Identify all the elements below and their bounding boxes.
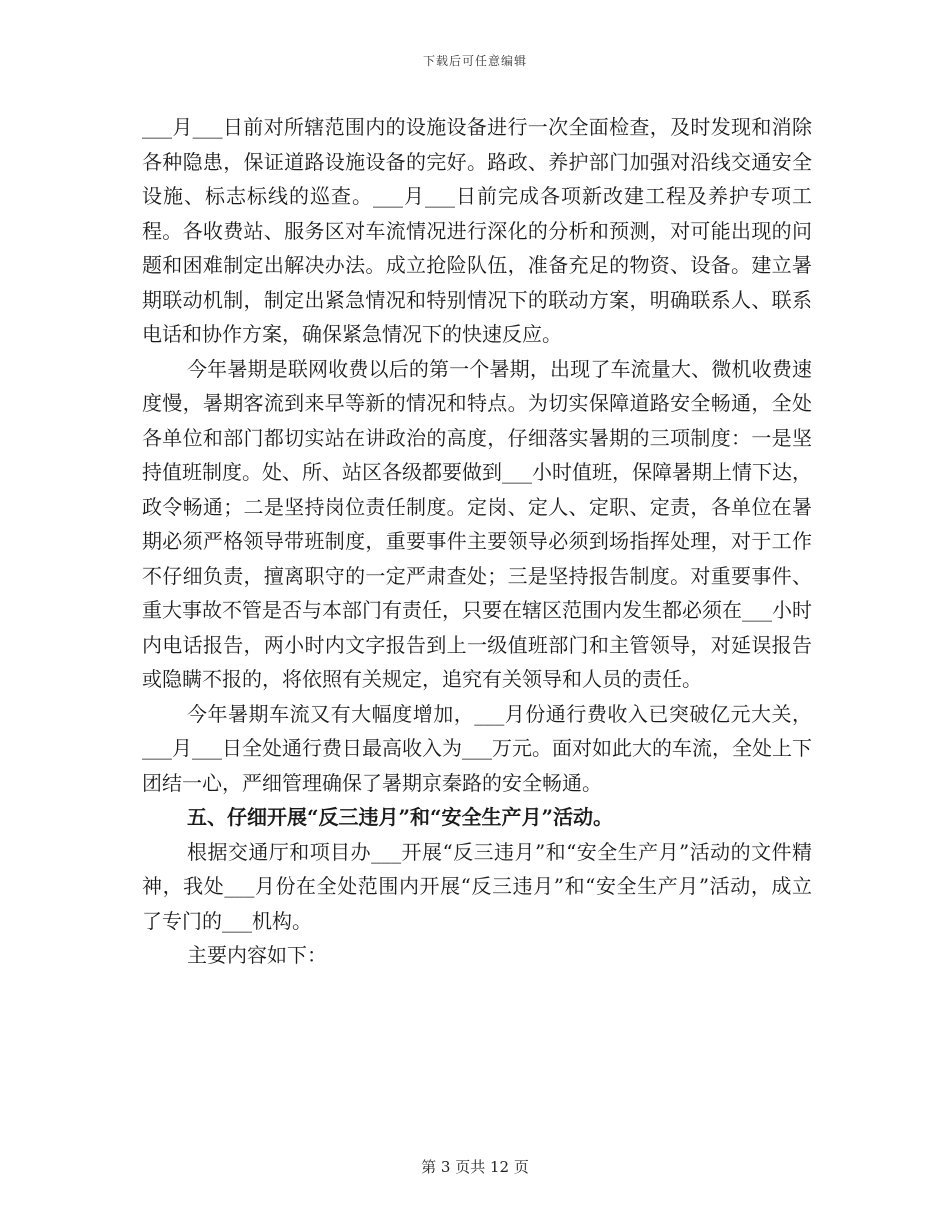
paragraph-main-content: 主要内容如下： xyxy=(187,943,327,967)
page-number: 第 3 页共 12 页 xyxy=(421,1158,529,1176)
document-body xyxy=(142,110,812,973)
paragraph-safety-month: 根据交通厅和项目办___开展“反三违月”和“安全生产月”活动的文件精神，我处___月份在全处范围内开展“反三违月”和“安全生产月”活动，成立了专门的___机构。 xyxy=(142,839,812,933)
section-heading-five: 五、仔细开展“反三违月”和“安全生产月”活动。 xyxy=(187,805,614,829)
page-header: 下载后可任意编辑 xyxy=(422,54,527,68)
paragraph-checkup: ___月___日前对所辖范围内的设施设备进行一次全面检查，及时发现和消除各种隐患，保证道路设施设备的完好。路政、养护部门加强对沿线交通安全设施、标志标线的巡查。___月___日前完成各项新改建工程及养护专项工程。各收费站、服务区对车流情况进行深化的分析和预测，对可能出现的问题和困难制定出解决办法。成立抢险队伍，准备充足的物资、设备。建立暑期联动机制，制定出紧急情况和特别情况下的联动方案，明确联系人、联系电话和协作方案，确保紧急情况下的快速反应。 xyxy=(142,115,812,346)
paragraph-traffic-revenue: 今年暑期车流又有大幅度增加，___月份通行费收入已突破亿元大关，___月___日全处通行费日最高收入为___万元。面对如此大的车流，全处上下团结一心，严细管理确保了暑期京秦路的安全畅通。 xyxy=(142,701,812,795)
paragraph-summer-duty-system: 今年暑期是联网收费以后的第一个暑期，出现了车流量大、微机收费速度慢，暑期客流到来早等新的情况和特点。为切实保障道路安全畅通，全处各单位和部门都切实站在讲政治的高度，仔细落实暑期的三项制度：一是坚持值班制度。处、所、站区各级都要做到___小时值班，保障暑期上情下达，政令畅通；二是坚持岗位责任制度。定岗、定人、定职、定责，各单位在暑期必须严格领导带班制度，重要事件主要领导必须到场指挥处理，对于工作不仔细负责，擅离职守的一定严肃查处；三是坚持报告制度。对重要事件、重大事故不管是否与本部门有责任，只要在辖区范围内发生都必须在___小时内电话报告，两小时内文字报告到上一级值班部门和主管领导，对延误报告或隐瞒不报的，将依照有关规定，追究有关领导和人员的责任。 xyxy=(142,356,812,691)
